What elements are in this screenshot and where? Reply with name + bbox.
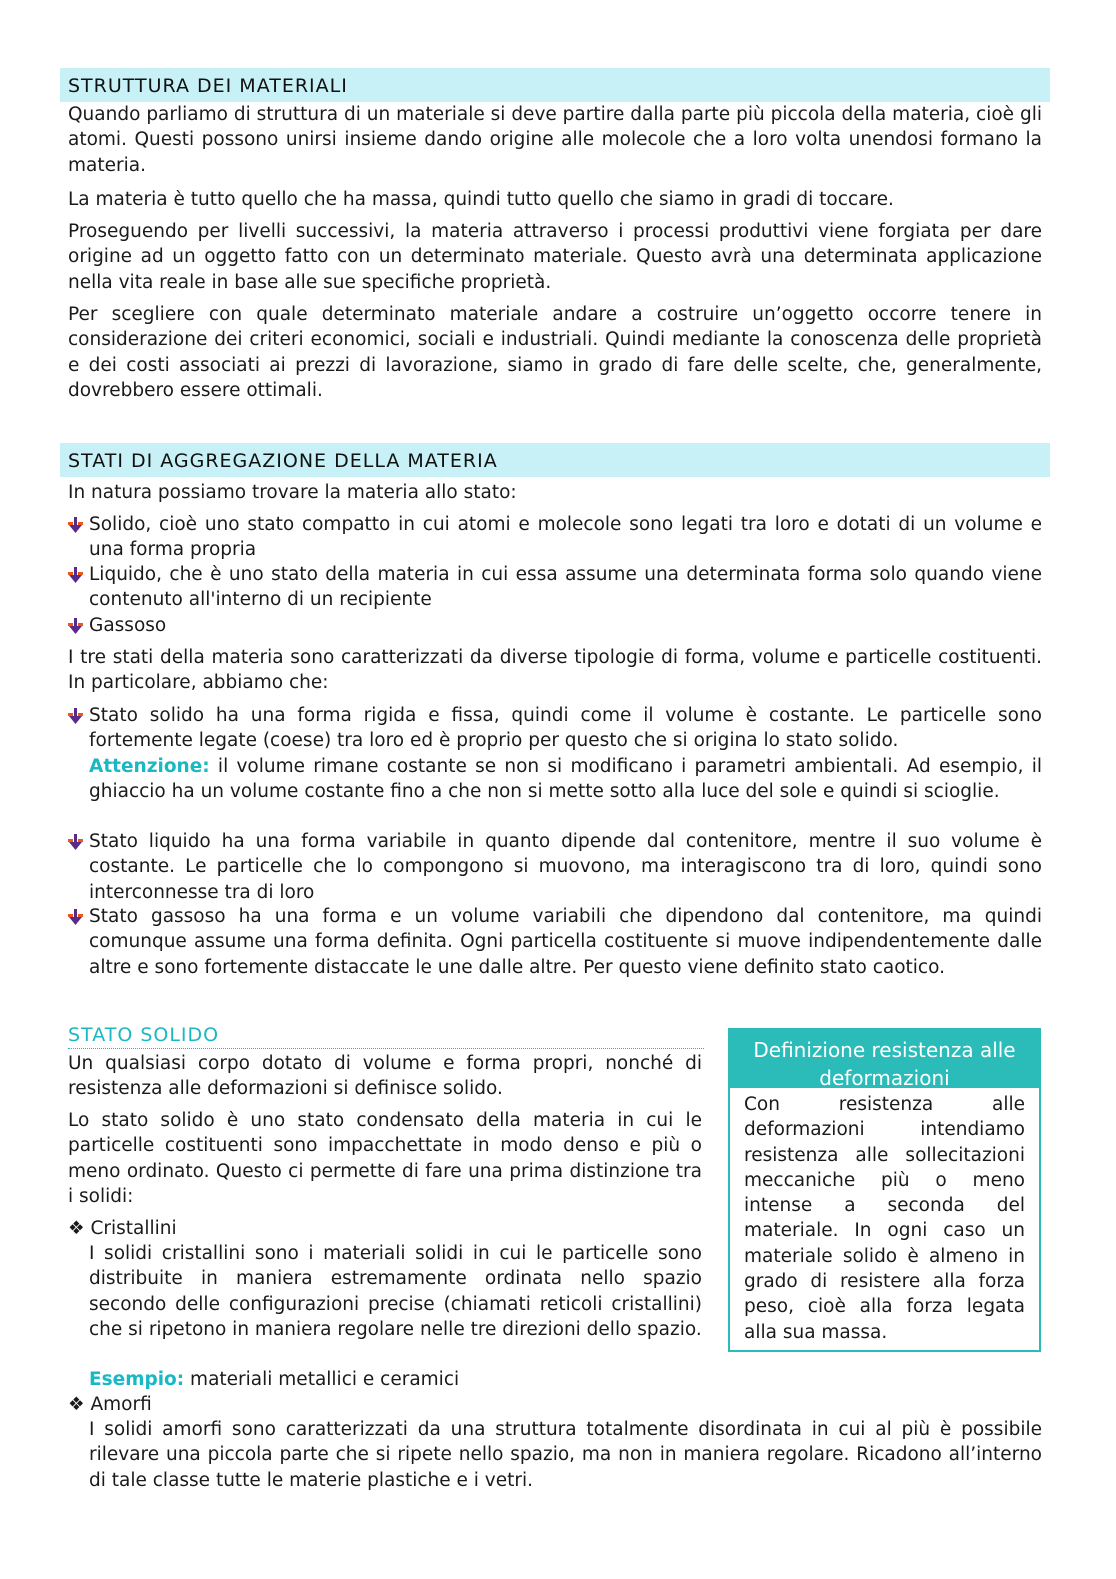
bullet-text: Liquido, che è uno stato della materia in cui essa assume una determinata forma solo quando viene contenuto all'interno di un recipiente <box>89 564 1042 611</box>
down-arrow-bullet-icon <box>68 908 84 926</box>
list-item <box>68 703 1042 804</box>
paragraph: I tre stati della materia sono caratterizzati da diverse tipologie di forma, volume e particelle costituenti. In particolare, abbiamo che: <box>68 647 1042 694</box>
paragraph: Proseguendo per livelli successivi, la materia attraverso i processi produttivi viene forgiata per dare origine ad un oggetto fatto con un determinato materiale. Questo avrà una determinata applicazione nella vita reale in base alle sue specifiche proprietà. <box>68 221 1042 293</box>
paragraph: La materia è tutto quello che ha massa, quindi tutto quello che siamo in gradi di toccare. <box>68 189 894 210</box>
list-item <box>68 904 1042 980</box>
bullet-text: Stato liquido ha una forma variabile in quanto dipende dal contenitore, mentre il suo volume è costante. Le particelle che lo compongono si muovono, ma interagiscono tra di loro, quindi sono interconnesse tra di loro <box>89 831 1042 903</box>
down-arrow-bullet-icon <box>68 833 84 851</box>
list-item <box>68 512 1042 563</box>
bullet-text: Solido, cioè uno stato compatto in cui atomi e molecole sono legati tra loro e dotati di un volume e una forma propria <box>89 514 1042 561</box>
paragraph: Un qualsiasi corpo dotato di volume e forma propri, nonché di resistenza alle deformazioni si definisce solido. <box>68 1053 702 1100</box>
down-arrow-bullet-icon <box>68 707 84 725</box>
paragraph: Lo stato solido è uno stato condensato della materia in cui le particelle costituenti sono impacchettate in modo denso e più o meno ordinato. Questo ci permette di fare una prima distinzione tra i solidi: <box>68 1110 702 1207</box>
list-item-amorfi <box>68 1392 152 1417</box>
example-label: Esempio: <box>89 1369 185 1390</box>
paragraph: Per scegliere con quale determinato materiale andare a costruire un’oggetto occorre tenere in considerazione dei criteri economici, sociali e industriali. Quindi mediante la conoscenza delle proprietà e dei costi associati ai prezzi di lavorazione, siamo in grado di fare delle scelte, che, generalmente, dovrebbero essere ottimali. <box>68 304 1042 401</box>
down-arrow-bullet-icon <box>68 516 84 534</box>
definition-box-title: Definizione resistenza alle deformazioni <box>730 1030 1039 1088</box>
diamond-bullet-icon: ❖ <box>68 1218 91 1239</box>
bullet-text: Stato gassoso ha una forma e un volume variabili che dipendono dal contenitore, ma quindi comunque assume una forma definita. Ogni particella costituente si muove indipendentemente dalle altre e sono fortemente distaccate le une dalle altre. Per questo viene definito stato caotico. <box>89 906 1042 978</box>
diamond-bullet-icon: ❖ <box>68 1394 91 1415</box>
definition-box <box>728 1028 1041 1352</box>
item-label: Amorfi <box>90 1394 152 1415</box>
example-line <box>89 1367 459 1392</box>
bullet-text: Gassoso <box>89 615 167 636</box>
list-item-cristallini <box>68 1216 177 1241</box>
definition-box-body: Con resistenza alle deformazioni intendiamo resistenza alle sollecitazioni meccaniche più o meno intense a seconda del materiale. In ogni caso un materiale solido è almeno in grado di resistere alla forza peso, cioè alla forza legata alla sua massa. <box>744 1094 1025 1343</box>
solid-state-text: Stato solido ha una forma rigida e fissa, quindi come il volume è costante. Le particelle sono fortemente legate (coese) tra loro ed è proprio per questo che si origina lo stato solido. <box>89 705 1042 752</box>
section-heading-stato-solido: STATO SOLIDO <box>68 1022 704 1049</box>
paragraph: In natura possiamo trovare la materia allo stato: <box>68 482 517 503</box>
paragraph: Quando parliamo di struttura di un materiale si deve partire dalla parte più piccola della materia, cioè gli atomi. Questi possono unirsi insieme dando origine alle molecole che a loro volta unendosi formano la materia. <box>68 104 1042 176</box>
down-arrow-bullet-icon <box>68 566 84 584</box>
example-text: materiali metallici e ceramici <box>184 1369 460 1390</box>
item-label: Cristallini <box>90 1218 177 1239</box>
list-item <box>68 829 1042 905</box>
list-item <box>68 562 1042 613</box>
section-heading-struttura: STRUTTURA DEI MATERIALI <box>60 68 1050 102</box>
item-text: I solidi amorfi sono caratterizzati da una struttura totalmente disordinata in cui al più è possibile rilevare una piccola parte che si ripete nello spazio, ma non in maniera regolare. Ricadono all’interno di tale classe tutte le materie plastiche e i vetri. <box>89 1419 1042 1491</box>
bullet-text <box>68 703 1042 804</box>
item-text: I solidi cristallini sono i materiali solidi in cui le particelle sono distribuite in maniera estremamente ordinata nello spazio secondo delle configurazioni precise (chiamati reticoli cristallini) che si ripetono in maniera regolare nelle tre direzioni dello spazio. <box>89 1243 702 1340</box>
section-heading-stati: STATI DI AGGREGAZIONE DELLA MATERIA <box>60 443 1050 477</box>
attention-label: Attenzione: <box>89 755 210 777</box>
attention-text: il volume rimane costante se non si modificano i parametri ambientali. Ad esempio, il ghiaccio ha un volume costante fino a che non si mette sotto alla luce del sole e quindi si scioglie. <box>89 755 1042 802</box>
list-item <box>68 613 1042 638</box>
down-arrow-bullet-icon <box>68 617 84 635</box>
